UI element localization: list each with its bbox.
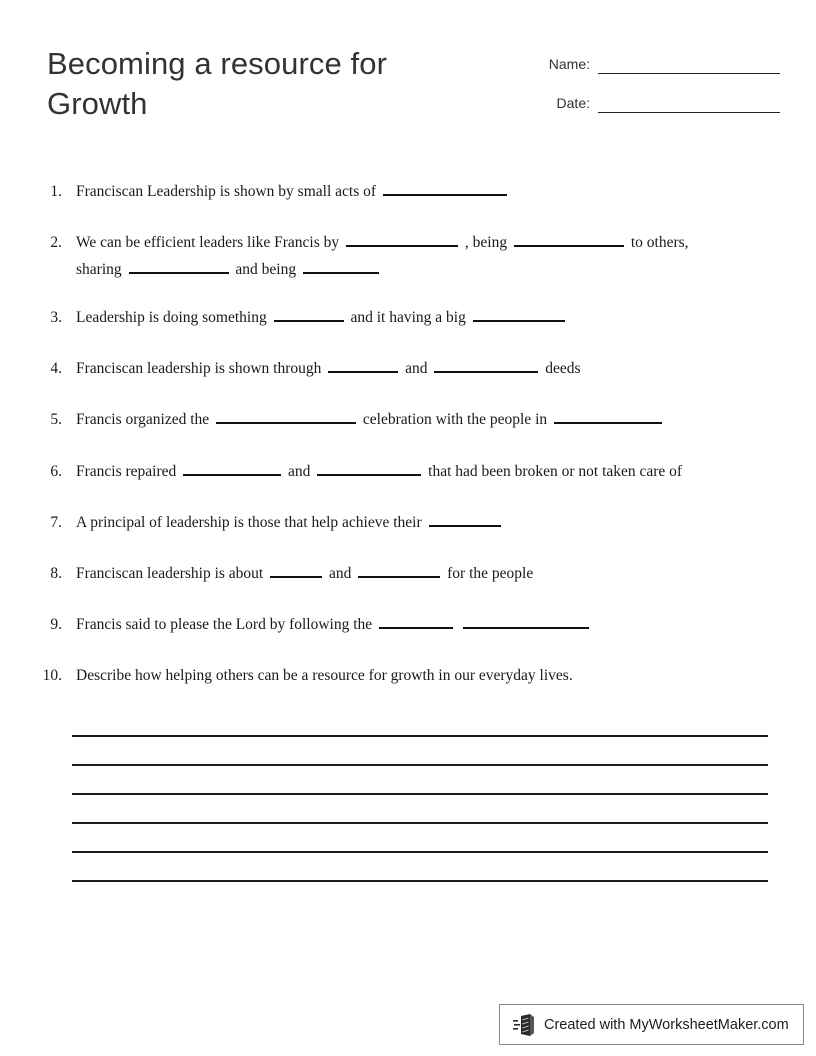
- question-text: Franciscan leadership is shown through: [76, 360, 322, 377]
- footer-attribution-text: Created with MyWorksheetMaker.com: [544, 1016, 789, 1033]
- answer-blank[interactable]: [270, 562, 322, 578]
- question-line: [76, 178, 776, 205]
- question-number: 5.: [50, 411, 62, 428]
- question-number: 4.: [50, 360, 62, 377]
- question-text: celebration with the people in: [362, 411, 548, 428]
- question-line: [76, 458, 776, 485]
- answer-blank[interactable]: [358, 562, 440, 578]
- footer-attribution-badge[interactable]: [499, 1004, 804, 1045]
- answer-blank[interactable]: [554, 408, 662, 424]
- field-label: Date:: [556, 95, 590, 111]
- question-line: [76, 355, 776, 382]
- question-text: , being: [464, 234, 508, 251]
- answer-blank[interactable]: [429, 511, 501, 527]
- field-row: [520, 48, 780, 74]
- question-item: [0, 178, 816, 205]
- question-text: deeds: [545, 360, 581, 377]
- answer-blank[interactable]: [183, 460, 281, 476]
- answer-blank[interactable]: [303, 258, 379, 274]
- question-line: [76, 509, 776, 536]
- question-item: [0, 509, 816, 536]
- question-line: [76, 560, 776, 587]
- answer-line[interactable]: [72, 708, 768, 737]
- question-text: and: [288, 463, 311, 480]
- answer-blank[interactable]: [328, 357, 398, 373]
- field-row: [520, 87, 780, 113]
- answer-line[interactable]: [72, 795, 768, 824]
- question-text: Franciscan leadership is about: [76, 565, 264, 582]
- answer-blank[interactable]: [379, 613, 453, 629]
- worksheet-header: [0, 0, 816, 140]
- question-number: 3.: [50, 309, 62, 326]
- question-item: [0, 304, 816, 331]
- answer-blank[interactable]: [383, 180, 507, 196]
- question-text: and: [328, 565, 352, 582]
- question-text: that had been broken or not taken care of: [428, 463, 683, 480]
- answer-blank[interactable]: [216, 408, 356, 424]
- question-text: Leadership is doing something: [76, 309, 267, 326]
- question-item: [0, 355, 816, 382]
- question-item: [0, 229, 816, 283]
- question-line: [76, 256, 776, 283]
- answer-blank[interactable]: [473, 306, 565, 322]
- question-text: Francis organized the: [76, 411, 210, 428]
- answer-blank[interactable]: [274, 306, 344, 322]
- answer-blank[interactable]: [514, 231, 624, 247]
- question-number: 7.: [50, 514, 62, 531]
- question-line: [76, 611, 776, 638]
- answer-blank[interactable]: [317, 460, 421, 476]
- question-text: to others,: [630, 234, 689, 251]
- question-number: 10.: [42, 667, 62, 684]
- question-list: [0, 178, 816, 689]
- question-text: and being: [235, 261, 297, 278]
- answer-blank[interactable]: [434, 357, 538, 373]
- answer-blank[interactable]: [346, 231, 458, 247]
- question-item: [0, 458, 816, 485]
- question-text: Francis said to please the Lord by following the: [76, 616, 373, 633]
- question-item: [0, 406, 816, 433]
- student-info-fields: [520, 48, 780, 126]
- question-text: We can be efficient leaders like Francis by: [76, 234, 340, 251]
- question-text: A principal of leadership is those that help achieve their: [76, 514, 422, 531]
- question-number: 2.: [50, 234, 62, 251]
- question-line: [76, 229, 776, 256]
- question-text: Describe how helping others can be a resource for growth in our everyday lives.: [76, 667, 573, 684]
- page-title: Becoming a resource for Growth: [47, 46, 388, 121]
- question-line: [76, 304, 776, 331]
- question-text: sharing: [76, 261, 122, 278]
- answer-blank[interactable]: [463, 613, 589, 629]
- question-number: 8.: [50, 565, 62, 582]
- question-text: Franciscan Leadership is shown by small acts of: [76, 183, 377, 200]
- question-item: [0, 662, 816, 689]
- answer-line[interactable]: [72, 737, 768, 766]
- answer-line[interactable]: [72, 824, 768, 853]
- answer-blank[interactable]: [129, 258, 229, 274]
- question-number: 6.: [50, 463, 62, 480]
- question-text: for the people: [447, 565, 534, 582]
- question-item: [0, 560, 816, 587]
- field-input-line[interactable]: [598, 95, 780, 113]
- answer-line[interactable]: [72, 853, 768, 882]
- question-text: and it having a big: [350, 309, 466, 326]
- open-response-answer-lines: [72, 708, 768, 882]
- question-item: [0, 611, 816, 638]
- field-input-line[interactable]: [598, 56, 780, 74]
- question-number: 9.: [50, 616, 62, 633]
- worksheet-maker-logo-icon: [513, 1013, 535, 1037]
- question-number: 1.: [50, 183, 62, 200]
- question-text: and: [405, 360, 428, 377]
- field-label: Name:: [548, 56, 590, 72]
- question-line: [76, 406, 776, 433]
- question-text: Francis repaired: [76, 463, 177, 480]
- answer-line[interactable]: [72, 766, 768, 795]
- question-line: [76, 662, 776, 689]
